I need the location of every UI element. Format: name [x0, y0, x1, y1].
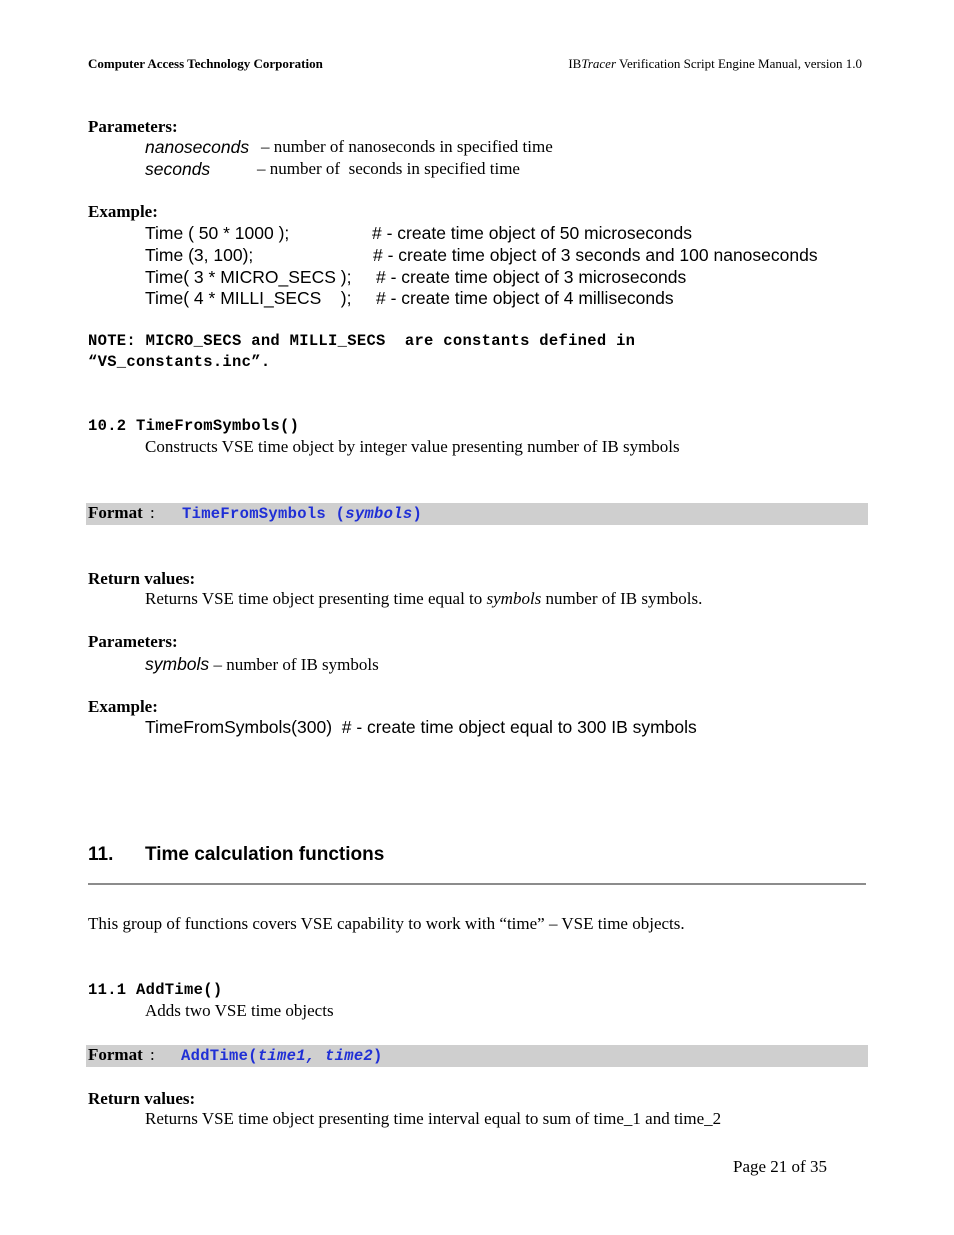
section-divider — [88, 883, 866, 885]
param-line: symbols – number of IB symbols — [145, 654, 379, 674]
format-label: Format — [88, 1045, 143, 1064]
example-comment: # - create time object of 3 microseconds — [376, 267, 687, 287]
header-manual-title: IBTracer Verification Script Engine Manual, version 1.0 — [568, 56, 862, 71]
format-signature: TimeFromSymbols (symbols) — [182, 505, 423, 523]
section-title: Time calculation functions — [145, 844, 385, 865]
note-line: NOTE: MICRO_SECS and MILLI_SECS are constants defined in — [88, 332, 636, 350]
section-number: 11. — [88, 844, 114, 865]
example-code: Time ( 50 * 1000 ); — [145, 223, 290, 243]
parameters-label: Parameters: — [88, 632, 178, 651]
page-number: Page 21 of 35 — [733, 1157, 827, 1176]
example-comment: # - create time object of 3 seconds and 100 nanoseconds — [373, 245, 818, 265]
return-values-text: Returns VSE time object presenting time equal to symbols number of IB symbols. — [145, 589, 703, 608]
param-name: nanoseconds — [145, 137, 250, 157]
example-code: TimeFromSymbols(300) # - create time object equal to 300 IB symbols — [145, 717, 697, 737]
subsection-heading: 10.2 TimeFromSymbols() — [88, 417, 300, 435]
note-line: “VS_constants.inc”. — [88, 353, 271, 371]
format-colon: : — [150, 503, 155, 522]
parameters-label: Parameters: — [88, 117, 178, 136]
return-values-text: Returns VSE time object presenting time interval equal to sum of time_1 and time_2 — [145, 1109, 722, 1128]
format-label: Format — [88, 503, 143, 522]
format-signature: AddTime(time1, time2) — [181, 1047, 383, 1065]
return-values-label: Return values: — [88, 569, 196, 588]
format-bar — [86, 1045, 868, 1067]
format-bar — [86, 503, 868, 525]
param-name: seconds — [145, 159, 211, 179]
example-comment: # - create time object of 50 microseconds — [372, 223, 693, 243]
section-intro: This group of functions covers VSE capability to work with “time” – VSE time objects. — [88, 914, 685, 933]
format-colon: : — [150, 1045, 155, 1064]
return-values-label: Return values: — [88, 1089, 196, 1108]
subsection-description: Adds two VSE time objects — [145, 1001, 334, 1020]
example-comment: # - create time object of 4 milliseconds — [376, 288, 674, 308]
header-company: Computer Access Technology Corporation — [88, 56, 323, 71]
subsection-heading: 11.1 AddTime() — [88, 981, 223, 999]
example-code: Time( 4 * MILLI_SECS ); — [145, 288, 352, 308]
subsection-description: Constructs VSE time object by integer value presenting number of IB symbols — [145, 437, 680, 456]
example-label: Example: — [88, 202, 158, 221]
example-label: Example: — [88, 697, 158, 716]
param-desc: – number of seconds in specified time — [257, 159, 520, 178]
example-code: Time (3, 100); — [145, 245, 254, 265]
example-code: Time( 3 * MICRO_SECS ); — [145, 267, 352, 287]
param-desc: – number of nanoseconds in specified time — [261, 137, 553, 156]
